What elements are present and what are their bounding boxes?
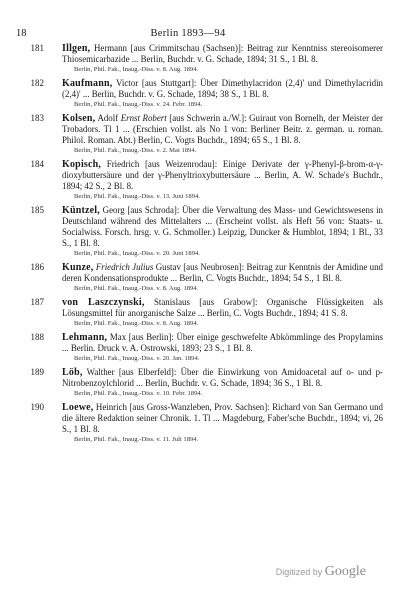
author-name: Löb, (62, 367, 83, 378)
entry-description: Georg [aus Schroda]: Über die Verwaltung des Mass- und Gewichtswesens in Deutschland während des Mittelalters ... (Erscheint vollst. als Heft 56 von: Staats- u. Socialwiss. Forsch. hrsg. v. G. Schmoller.) Leipzig, Duncker & Humblot, 1894; 1 Bl., 33 S., 1 Bl. 8. (62, 205, 383, 248)
author-name: Küntzel, (62, 205, 100, 216)
entry-description: [aus Schwerin a./W.]: Guiraut von Bornelh, der Meister der Trobadors. Tl 1 ... (Erschien vollst. als No 1 von: Berliner Beitr. z. german. u. roman. Philol. Roman. Abt.) Berlin, C. Vogts Buchdr., 1894; 65 S., 1 Bl. 8. (62, 113, 384, 145)
author-italic-names: Ernst Robert (120, 113, 167, 123)
author-name: von Laszczynski, (62, 297, 145, 308)
entry-text (62, 367, 383, 389)
author-name: Lehmann, (62, 332, 108, 343)
entry-number: 189 (30, 367, 44, 377)
page-header (16, 28, 360, 42)
entry-description: Stanislaus [aus Grabow]: Organische Flüssigkeiten als Lösungsmittel für anorganische Salze ... Berlin, C. Vogts Buchdr., 1894; 41 S. 8. (62, 297, 383, 318)
dissertation-note: Berlin, Phil. Fak., Inaug.-Diss. v. 11. Juli 1894. (74, 436, 199, 443)
entry-description: Friedrich [aus Weizenrodau]: Einige Derivate der γ-Phenyl-β-brom-α-γ-dioxybuttersäure und der γ-Phenyltrioxybuttersäure ... Berlin, A. W. Schade's Buchdr., 1894; 42 S., 2 Bl. 8. (62, 159, 383, 191)
entry-number: 182 (30, 78, 44, 88)
entry-text (62, 402, 383, 435)
dissertation-note: Berlin, Phil. Fak., Inaug.-Diss. v. 8. Aug. 1894. (74, 66, 199, 73)
running-title: Berlin 1893—94 (150, 28, 226, 39)
author-name: Kunze, (62, 262, 94, 273)
dissertation-note: Berlin, Phil. Fak., Inaug.-Diss. v. 20. Juni 1894. (74, 250, 200, 257)
author-italic-names: Friedrich Julius (95, 262, 154, 272)
author-name: Kopisch, (62, 159, 102, 170)
entry-text (62, 43, 383, 65)
entry-description: Heinrich [aus Gross-Wanzleben, Prov. Sachsen]: Richard von San Germano und die ältere Redaktion seiner Chronik. 1. Tl ... Magdeburg, Faber'sche Buchdr., 1894; vi, 26 S., 1 Bl. 8. (62, 402, 383, 434)
dissertation-note: Berlin, Phil. Fak., Inaug.-Diss. v. 8. Aug. 1894. (74, 320, 199, 327)
entry-number: 184 (30, 159, 44, 169)
entry-description: Gustav [aus Neubrosen]: Beitrag zur Kenntnis der Amidine und deren Kondensationsprodukte ... Berlin, C. Vogts Buchdr., 1894; 54 S., 1 Bl. 8. (62, 262, 383, 283)
entry-number: 186 (30, 262, 44, 272)
dissertation-note: Berlin, Phil. Fak., Inaug.-Diss. v. 8. Aug. 1894. (74, 285, 199, 292)
author-name: Kaufmann, (62, 78, 113, 89)
entry-text (62, 332, 383, 354)
entry-text (62, 297, 383, 319)
bibliography-entry (18, 113, 383, 155)
bibliography-entry (18, 205, 383, 258)
entry-description: Victor [aus Stuttgart]: Über Dimethylacridon (2,4)' und Dimethylacridin (2,4)' ... Berlin, Buchdr. v. G. Schade, 1894; 38 S., 1 Bl. 8. (62, 78, 383, 99)
dissertation-note: Berlin, Phil. Fak., Inaug.-Diss. v. 20. Jan. 1894. (74, 355, 200, 362)
entry-number: 181 (30, 43, 44, 53)
bibliography-entry (18, 367, 383, 398)
entry-text (62, 205, 383, 249)
entry-number: 188 (30, 332, 44, 342)
digitized-by-watermark: Digitized by Google (275, 564, 366, 579)
author-name: Illgen, (62, 43, 91, 54)
entry-number: 185 (30, 205, 44, 215)
author-name: Kolsen, (62, 113, 96, 124)
dissertation-note: Berlin, Phil. Fak., Inaug.-Diss. v. 24. Febr. 1894. (74, 101, 203, 108)
google-logo: Google (324, 564, 366, 579)
entry-description: Max [aus Berlin]: Über einige geschwefelte Abkömmlinge des Propylamins ... Berlin. Druck v. A. Ostrowski, 1893; 23 S., 1 Bl. 8. (62, 332, 383, 353)
dissertation-note: Berlin, Phil. Fak., Inaug.-Diss. v. 10. Febr. 1894. (74, 390, 203, 397)
entry-description: Walther [aus Elberfeld]: Über die Einwirkung von Amidoacetal auf o- und p-Nitrobenzoylchlorid ... Berlin, Buchdr. v. G. Schade, 1894; 36 S., 1 Bl. 8. (62, 367, 383, 388)
entry-number: 183 (30, 113, 44, 123)
entry-text (62, 262, 383, 284)
entry-number: 190 (30, 402, 44, 412)
bibliography-entry (18, 402, 383, 444)
bibliography-entry (18, 159, 383, 201)
bibliography-entry (18, 78, 383, 109)
entry-number: 187 (30, 297, 44, 307)
bibliography-entry (18, 332, 383, 363)
entry-text (62, 78, 383, 100)
entry-description: Hermann [aus Crimmitschau (Sachsen)]: Beitrag zur Kenntniss stereoisomerer Thiosemicarbazide ... Berlin, Buchdr. v. G. Schade, 1894; 31 S., 1 Bl. 8. (62, 43, 383, 64)
entry-list (18, 43, 383, 448)
bibliography-entry (18, 297, 383, 328)
page-number: 18 (16, 28, 27, 39)
entry-text (62, 113, 383, 146)
author-given-names: Adolf (95, 113, 121, 123)
entry-text (62, 159, 383, 192)
dissertation-note: Berlin, Phil. Fak., Inaug.-Diss. v. 2. Mai 1894. (74, 147, 197, 154)
dissertation-note: Berlin, Phil. Fak., Inaug.-Diss. v. 13. Juni 1894. (74, 193, 200, 200)
author-name: Loewe, (62, 402, 94, 413)
bibliography-entry (18, 262, 383, 293)
bibliography-entry (18, 43, 383, 74)
